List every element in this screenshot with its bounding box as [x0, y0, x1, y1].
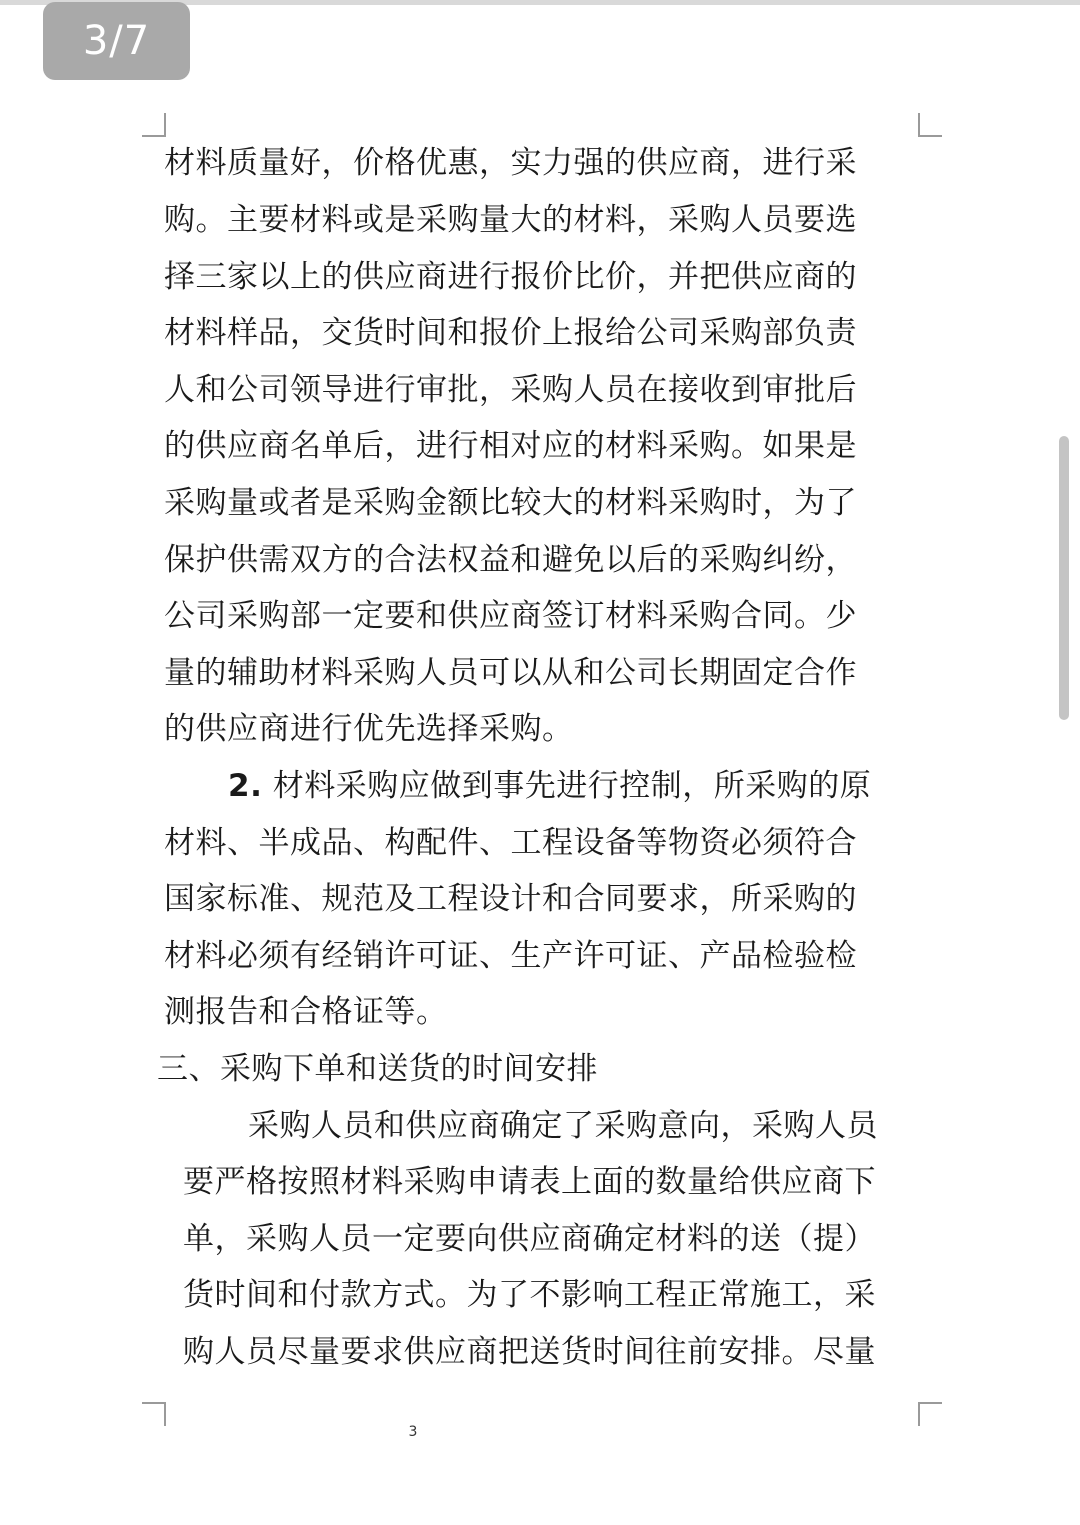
paragraph-line: 要严格按照材料采购申请表上面的数量给供应商下	[183, 1164, 876, 1200]
paragraph-line: 的供应商进行优先选择采购。	[164, 711, 574, 747]
crop-mark-top-right	[918, 113, 942, 137]
paragraph-line: 量的辅助材料采购人员可以从和公司长期固定合作	[164, 655, 857, 691]
paragraph-line: 购。主要材料或是采购量大的材料，采购人员要选	[164, 202, 857, 238]
paragraph-line: 人和公司领导进行审批，采购人员在接收到审批后	[164, 372, 857, 408]
crop-mark-bottom-left	[142, 1402, 166, 1426]
vertical-scrollbar[interactable]	[1059, 436, 1069, 720]
paragraph-line: 材料、半成品、构配件、工程设备等物资必须符合	[164, 825, 857, 861]
page-number: 3	[408, 1424, 418, 1440]
paragraph-line: 采购人员和供应商确定了采购意向，采购人员	[248, 1108, 878, 1144]
paragraph-line: 保护供需双方的合法权益和避免以后的采购纠纷，	[164, 542, 857, 578]
paragraph-line: 材料必须有经销许可证、生产许可证、产品检验检	[164, 938, 857, 974]
paragraph-line: 公司采购部一定要和供应商签订材料采购合同。少	[164, 598, 857, 634]
paragraph-line: 货时间和付款方式。为了不影响工程正常施工，采	[183, 1277, 876, 1313]
paragraph-line: 材料质量好，价格优惠，实力强的供应商，进行采	[164, 145, 857, 181]
paragraph-line: 国家标准、规范及工程设计和合同要求，所采购的	[164, 881, 857, 917]
paragraph-line: 择三家以上的供应商进行报价比价，并把供应商的	[164, 259, 857, 295]
section-3-heading: 三、采购下单和送货的时间安排	[157, 1051, 598, 1087]
item-2-text: 材料采购应做到事先进行控制，所采购的原	[262, 768, 872, 804]
paragraph-line: 采购量或者是采购金额比较大的材料采购时，为了	[164, 485, 857, 521]
page-indicator-badge: 3/7	[43, 2, 190, 80]
item-2-number: 2.	[228, 768, 263, 804]
paragraph-line: 单，采购人员一定要向供应商确定材料的送（提）	[183, 1221, 876, 1257]
crop-mark-top-left	[142, 113, 166, 137]
paragraph-line: 测报告和合格证等。	[164, 994, 448, 1030]
crop-mark-bottom-right	[918, 1402, 942, 1426]
paragraph-line: 材料样品，交货时间和报价上报给公司采购部负责	[164, 315, 857, 351]
paragraph-line: 的供应商名单后，进行相对应的材料采购。如果是	[164, 428, 857, 464]
paragraph-line: 购人员尽量要求供应商把送货时间往前安排。尽量	[183, 1334, 876, 1370]
item-2-first-line	[228, 766, 871, 806]
